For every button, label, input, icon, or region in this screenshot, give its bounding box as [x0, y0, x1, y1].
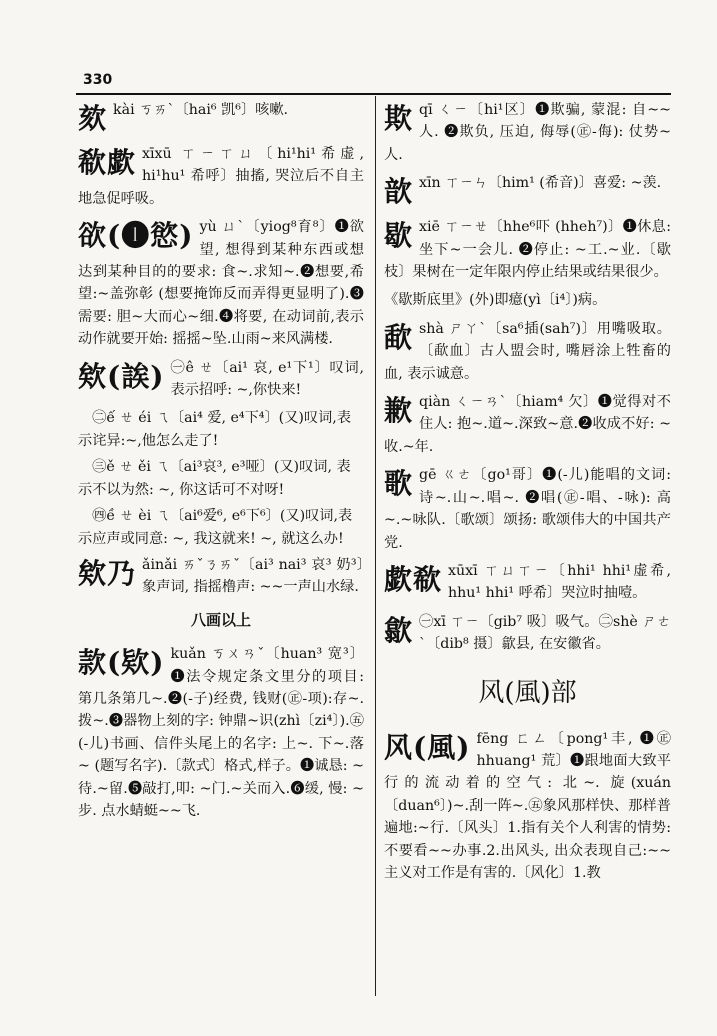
entry-text: yù ㄩˋ〔yiog⁸育⁸〕❶欲望, 想得到某种东西或想达到某种目的的要求: 食~.求知~.❷想要,希望:~盖弥彰 (想要掩饰反而弄得更显明了).❸需要: 胆~大而心~细.❹将要, 在动词前,表示动作就要开始: 摇摇~坠.山雨~来风满楼. — [78, 219, 364, 348]
entry-text: xīn ㄒㄧㄣ〔him¹ (希音)〕喜爱: ~羡. — [419, 175, 662, 192]
headword: 欸(誒) — [78, 359, 165, 393]
dictionary-entry — [384, 391, 671, 458]
entry-text: xiē ㄒㄧㄝ〔hhe⁶吓 (hheh⁷)〕❶休息: 坐下~一会儿. ❷停止: ~工.~业.〔歇枝〕果树在一定年限内停止结果或结果很少。 — [384, 219, 671, 281]
entry-text: ㊀xī ㄒㄧ〔gib⁷ 吸〕吸气。㊁shè ㄕㄜˋ〔dib⁸ 摄〕歙县, 在安徽省。 — [419, 613, 671, 653]
dictionary-entry — [384, 728, 671, 885]
headword: 歉 — [384, 394, 414, 428]
entry-text: gē ㄍㄜ〔go¹哥〕❶(-儿)能唱的文词: 诗~.山~.唱~. ❷唱(㊣-唱、-咏): 高~.~咏队.〔歌颂〕颂扬: 歌颂伟大的中国共产党. — [384, 467, 671, 551]
sub-entry: ㊁ế ㄝ éi ㄟ〔ai⁴ 爱, e⁴下⁴〕(又)叹词,表示诧异:~,他怎么走了! — [78, 410, 352, 449]
right-column — [384, 99, 671, 890]
dictionary-entry — [384, 611, 671, 656]
entry-text: ㊀ê ㄝ〔ai¹ 哀, e¹下¹〕叹词,表示招呼: ~,你快来! — [170, 359, 364, 399]
headword: 风(風) — [384, 730, 471, 764]
entry-text: qī ㄑㄧ〔hi¹区〕❶欺骗, 蒙混: 自~~人. ❷欺负, 压迫, 侮辱(㊣-侮): 仗势~人. — [384, 102, 671, 163]
entry-text: fēng ㄈㄥ〔pong¹丰, ❶㊣ hhuang¹ 荒〕❶跟地面大致平行的流动着的空气: 北~. 旋(xuán〔duan⁶〕)~.刮一阵~.㊄象风那样快、那样普遍地:~行.〔风头〕1.指有关个人利害的情势: 不要看~~办事.2.出风头, 出众表现自己:~~主义对工作是有害的.〔风化〕1.教 — [384, 730, 671, 881]
radical-section-title: 风(風)部 — [478, 677, 577, 708]
entry-text: kài ㄎㄞˋ〔hai⁶ 凯⁶〕咳嗽. — [113, 102, 289, 118]
dictionary-entry — [78, 216, 364, 350]
headword: 歇 — [384, 219, 414, 253]
dictionary-entry — [384, 172, 671, 210]
headword: 歔欷 — [384, 562, 443, 596]
dictionary-entry — [78, 143, 364, 210]
headword: 欺 — [384, 102, 414, 135]
entry-text: xūxī ㄒㄩㄒㄧ〔hhi¹ hhi¹虚希, hhu¹ hhi¹ 呼希〕哭泣时抽噎。 — [448, 562, 671, 602]
left-column — [78, 99, 364, 828]
headword: 歌 — [384, 467, 414, 501]
entry-text: ǎinǎi ㄞˇㄋㄞˇ〔ai³ nai³ 哀³ 奶³〕象声词, 指摇橹声: ~~一声山水绿. — [142, 556, 364, 596]
dictionary-entry — [384, 216, 671, 283]
headword: 歙 — [384, 613, 414, 647]
headword: 欸乃 — [78, 556, 137, 590]
sub-entry: ㊃ề ㄝ èi ㄟ〔ai⁶爱⁶, e⁶下⁶〕(又)叹词,表示应声或同意: ~, 我这就来! ~, 就这么办! — [78, 508, 353, 547]
section-heading: 八画以上 — [190, 610, 251, 629]
entry-text: qiàn ㄑㄧㄢˋ〔hiam⁴ 欠〕❶觉得对不住人: 抱~.道~.深致~意.❷收成不好: ~收.~年. — [384, 394, 671, 455]
headword: 歆 — [384, 175, 414, 209]
headword: 歃 — [384, 320, 414, 354]
page-number: 330 — [83, 72, 113, 88]
dictionary-entry — [384, 560, 671, 605]
dictionary-entry — [78, 554, 364, 599]
dictionary-entry — [384, 99, 671, 166]
entry-text: 《歇斯底里》(外)即癔(yì〔i⁴〕)病。 — [384, 292, 607, 309]
dictionary-entry — [78, 643, 364, 822]
dictionary-entry — [384, 318, 671, 385]
column-divider — [375, 96, 376, 996]
dictionary-entry — [384, 289, 671, 311]
headword: 欷歔 — [78, 146, 137, 179]
dictionary-entry — [78, 99, 364, 137]
sub-entry: ㊂ě ㄝ ěi ㄟ〔ai³哀³, e³哑〕(又)叹词, 表示不以为然: ~, 你这话可不对呀! — [78, 459, 351, 498]
headword: 欬 — [78, 102, 108, 135]
entry-text: kuǎn ㄎㄨㄢˇ〔huan³ 宽³〕❶法令规定条文里分的项目: 第几条第几~.❷(-子)经费, 钱财(㊣-项):存~.拨~.❸器物上刻的字: 钟鼎~识(zhì〔zi⁴〕).㊄(-儿)书画、信件头尾上的名字: 上~. 下~.落~ (题写名字).〔款式〕格式,样子。❶诚恳: ~待.~留.❺敲打,叩: ~门.~关而入.❻缓, 慢: ~步. 点水蜻蜓~~飞. — [78, 646, 364, 819]
dictionary-entry — [384, 464, 671, 554]
header-rule — [76, 93, 671, 95]
entry-text: xīxū ㄒㄧㄒㄩ〔hi¹hi¹希虚, hi¹hu¹ 希呼〕抽搐, 哭泣后不自主地急促呼吸。 — [78, 146, 364, 207]
entry-text: shà ㄕㄚˋ〔sa⁶插(sah⁷)〕用嘴吸取。〔歃血〕古人盟会时, 嘴唇涂上牲畜的血, 表示诚意。 — [384, 320, 671, 382]
dictionary-entry — [78, 357, 364, 402]
headword: 欲(❶慾) — [78, 219, 194, 253]
headword: 款(欵) — [78, 646, 165, 680]
